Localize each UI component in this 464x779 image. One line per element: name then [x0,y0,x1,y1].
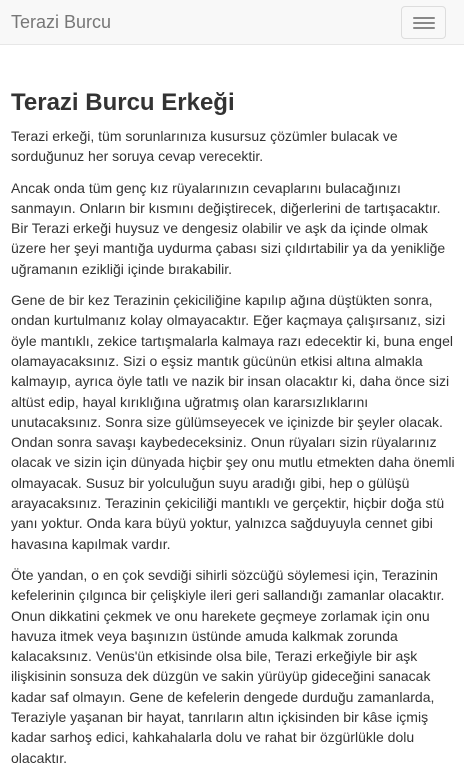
hamburger-icon [413,27,435,29]
article-paragraph: Ancak onda tüm genç kız rüyalarınızın cevaplarını bulacağınızı sanmayın. Onların bir kısmını değiştirecek, diğerlerini de tartışacaktır. Bir Terazi erkeği huysuz ve dengesiz olabilir ve aşk da içinde olmak üzere her şeyi mantığa uydurma çabası sizi çıldırtabilir ya da yenikliğe uğramanın ezikliği içinde bırakabilir. [11,179,446,277]
navbar [0,0,464,45]
hamburger-icon [413,17,435,19]
article-paragraph: Gene de bir kez Terazinin çekiciliğine kapılıp ağına düştükten sonra, ondan kurtulmanız kolay olmayacaktır. Eğer kaçmaya çalışırsanız, sizi öyle mantıklı, zekice tartışmalarla kalmaya razı edecektir ki, buna engel olamayacaksınız. Sizi o eşsiz mantık gücünün etkisi altına almakla kalmayıp, ayrıca öyle tatlı ve nazik bir insan olacaktır ki, daha önce sizi altüst edip, hayal kırıklığına uğratmış olan kararsızlıklarını unutacaksınız. Sonra size gülümseyecek ve içinizde bir şeyler olacak. Ondan sonra savaşı kaybedeceksiniz. Onun rüyaları sizin rüyalarınız olacak ve sizin için dünyada hiçbir şey onu mutlu etmekten daha önemli olmayacak. Susuz bir yolculuğun suyu aradığı gibi, hep o gülüşü arayacaksınız. Terazinin çekiciliği mantıklı ve gerçektir, hiçbir doğa stü yanı yoktur. Onda kara büyü yoktur, yalnızca sağduyuyla cennet gibi havasına kapılmak vardır. [11,292,455,552]
navbar-brand[interactable]: Terazi Burcu [11,12,112,32]
hamburger-icon [413,22,435,24]
main-content [11,45,455,779]
article-paragraph: Terazi erkeği, tüm sorunlarınıza kusursuz çözümler bulacak ve sorduğunuz her soruya cevap verecektir. [11,128,398,165]
menu-toggle-button[interactable] [401,6,446,39]
page-title: Terazi Burcu Erkeği [11,89,235,116]
article-paragraph: Öte yandan, o en çok sevdiği sihirli sözcüğü söylemesi için, Terazinin kefelerinin çılgınca bir çelişkiyle ileri geri sallandığı zamanlar olacaktır. Onun dikkatini çekmek ve onu harekete geçmeye zorlamak için onu havuza itmek veya başınızın üstünde amuda kalkmak zorunda kalacaksınız. Venüs'ün etkisinde olsa bile, Terazi erkeğiyle bir aşk ilişkisinin sonsuza dek düzgün ve sakin yürüyüp gideceğini sanacak kadar saf olmayın. Gene de kefelerin dengede durduğu zamanlarda, Teraziyle yaşanan bir hayat, tanrıların altın içkisinden bir kâse içmiş kadar sarhoş edici, kahkahalarla dolu ve rahat bir özgürlükle dolu olacaktır. [11,566,445,766]
